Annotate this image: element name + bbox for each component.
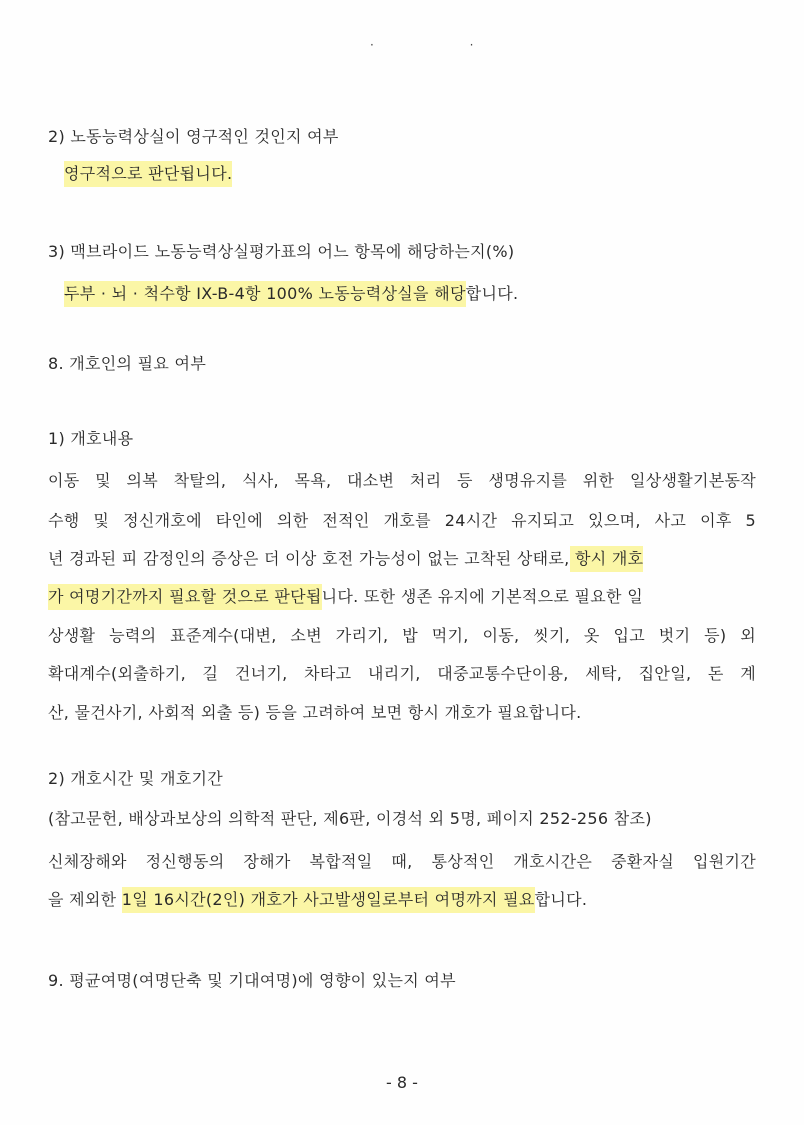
sec8-sub1-line-1: 이동 및 의복 착탈의, 식사, 목욕, 대소변 처리 등 생명유지를 위한 일상생활기본동작: [48, 471, 756, 490]
sec8-sub2-title: 2) 개호시간 및 개호기간: [48, 769, 223, 788]
line-care-highlight: 1일 16시간(2인) 개호가 사고발생일로부터 여명까지 필요: [122, 887, 535, 913]
s3-answer: [64, 283, 518, 305]
sec8-sub1-title: 1) 개호내용: [48, 429, 134, 448]
s2-answer: [64, 163, 232, 185]
s3-answer-highlight: 두부 · 뇌 · 척수항 IX-B-4항 100% 노동능력상실을 해당: [64, 281, 466, 307]
sec8-sub1-line-5: 상생활 능력의 표준계수(대변, 소변 가리기, 밥 먹기, 이동, 씻기, 옷 입고 벗기 등) 외: [48, 626, 756, 645]
scan-dots: · ·: [370, 38, 520, 52]
sec8-sub1-line-3: 년 경과된 피 감정인의 증상은 더 이상 호전 가능성이 없는 고착된 상태로, 항시 개호: [48, 548, 643, 570]
s3-answer-tail: 합니다.: [465, 284, 519, 303]
sec8-sub1-line-6: 확대계수(외출하기, 길 건너기, 차타고 내리기, 대중교통수단이용, 세탁, 집안일, 돈 계: [48, 664, 756, 683]
sec9-title: 9. 평균여명(여명단축 및 기대여명)에 영향이 있는지 여부: [48, 971, 456, 990]
sec8-sub2-line-1: 신체장해와 정신행동의 장해가 복합적일 때, 통상적인 개호시간은 중환자실 입원기간: [48, 852, 756, 871]
line4-highlight: 가 여명기간까지 필요할 것으로 판단됩: [48, 584, 322, 610]
s2-heading: 2) 노동능력상실이 영구적인 것인지 여부: [48, 127, 339, 146]
sec8-title: 8. 개호인의 필요 여부: [48, 354, 207, 373]
line3-highlight: 항시 개호: [570, 546, 644, 572]
page-number: - 8 -: [386, 1073, 418, 1092]
sec8-sub2-line-2: 을 제외한 1일 16시간(2인) 개호가 사고발생일로부터 여명까지 필요합니다.: [48, 889, 587, 911]
s3-heading: 3) 맥브라이드 노동능력상실평가표의 어느 항목에 해당하는지(%): [48, 242, 515, 261]
sec8-sub1-line-4: 가 여명기간까지 필요할 것으로 판단됩니다. 또한 생존 유지에 기본적으로 필요한 일: [48, 586, 643, 608]
sec8-sub2-reference: (참고문헌, 배상과보상의 의학적 판단, 제6판, 이경석 외 5명, 페이지 252-256 참조): [48, 809, 652, 828]
sec8-sub1-line-2: 수행 및 정신개호에 타인에 의한 전적인 개호를 24시간 유지되고 있으며, 사고 이후 5: [48, 511, 756, 530]
s2-answer-highlight: 영구적으로 판단됩니다.: [64, 161, 232, 187]
sec8-sub1-line-7: 산, 물건사기, 사회적 외출 등) 등을 고려하여 보면 항시 개호가 필요합니다.: [48, 703, 582, 722]
